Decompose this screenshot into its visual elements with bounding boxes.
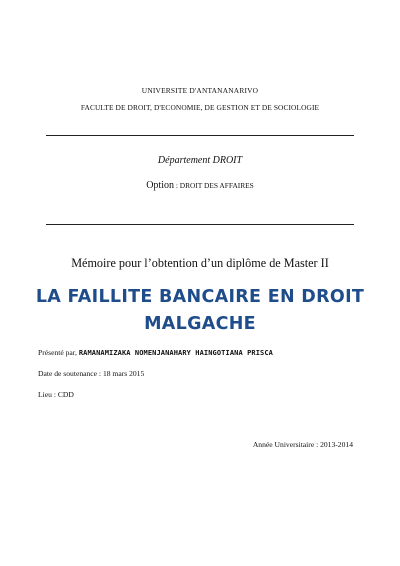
top-divider	[46, 135, 354, 136]
option-label: Option	[146, 180, 174, 191]
option-value: DROIT DES AFFAIRES	[179, 181, 254, 190]
presented-by-line	[38, 348, 273, 357]
university-name: UNIVERSITE D'ANTANANARIVO	[141, 86, 259, 95]
faculty-name: FACULTE DE DROIT, D'ECONOMIE, DE GESTION ET DE SOCIOLOGIE	[80, 103, 320, 112]
option-line	[0, 180, 400, 191]
presented-label: Présenté par,	[38, 348, 79, 357]
defense-date: Date de soutenance : 18 mars 2015	[38, 369, 145, 378]
bottom-divider	[46, 224, 354, 225]
academic-year: Année Universitaire : 2013-2014	[252, 440, 353, 449]
department-line: Département DROIT	[157, 155, 243, 166]
thesis-title-line2: MALGACHE	[144, 314, 256, 334]
location: Lieu : CDD	[38, 390, 74, 399]
option-separator: :	[173, 181, 180, 190]
author-name: RAMANAMIZAKA NOMENJANAHARY HAINGOTIANA PRISCA	[78, 349, 273, 357]
memoire-subtitle: Mémoire pour l’obtention d’un diplôme de Master II	[71, 256, 329, 270]
thesis-title-line1: LA FAILLITE BANCAIRE EN DROIT	[35, 287, 365, 307]
